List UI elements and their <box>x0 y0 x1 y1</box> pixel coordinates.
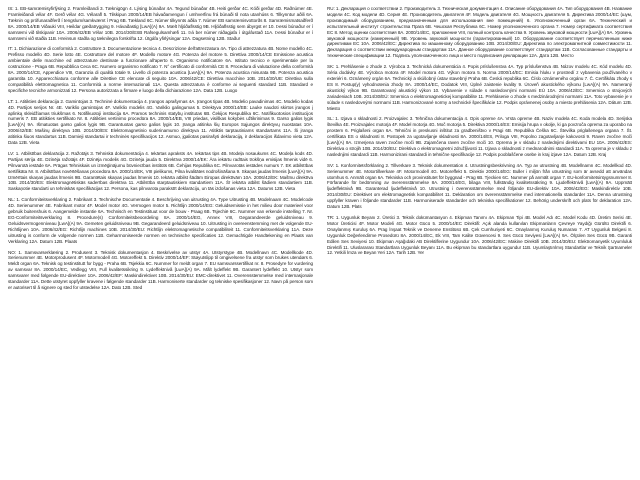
declaration-is: IS: 1. EB-samræmisyfirlýsing 2. Framleiðandi 3. Tæknigögn 4. Lýsing búnaðar 4A. Tegund búnaðar 4B. Heiti gerðar 4C. Kóði gerðar 4D. Raðnúmer 4E. Framleiðandi vélar 4F. Gerð vélar 4G. Vélarafl 5. Tilskipun 2000/14/EB hávaðamengun í umhverfinu frá búnaði til nota utanhúss 6. Tilkynntur aðili 6A. Tæknin og prófunaraðferð í tengslum/samkvæmt í Prag 6B. Tækland 6C. Númer tilkynnts aðila 7. Númer EB samræmisvottorðs 8. Samræmismatsaðferð 8A. 2000/14/EB Viðauki VIII, Heildar gæðatrygging 9. Hávaðastig [LwA](A) 9A. Mælt hljóðaflsstig 9B. Hljóðaflsstig sem ábyrgst er 10. Þessi búnaður er í samræmi við tilskipanir 10A. 2006/42/EB Vélar 10B. 2014/30/ESB Rafsegulsamhæfi 11. Þá ber númer ráðagjafa í útgáfustað 11A. Þessi búnaður er í samræmi við staðla 11B. Hreinsun staðla og tæknilegra forskrifta 12. Útgáfa yfirlýsingar 12A. Dagsetning 12B. Staður <box>8 6 313 41</box>
declaration-sv: SV: 1. Konformitetsförklaring 2. Tillverkare 3. Teknisk dokumentation 4. Utrustningsbeskrivning 4A. Typ av utrustning 4B. Modellnamn 4C. Modellkod 4D. Serienummer 4E. Motortillverkare 4F. Motormodell 4G. Motoreffekt 5. Direktiv 2000/14/EG: Buller i miljön från utrustning som är avsedd att användas utomhus 6. Anmält organ 6A. Tekniska och provinstitutet för byggnad - Prag 6B. Tjeckien 6C. Nummer på anmält organ 7. EU-konformitetsintygsnummer 8. Förfarande för bedömning av överensstämmelse 8A. 2000/14/EG, bilaga VIII, fullständig kvalitetssäkring 9. Ljudeffektnivå [LwA](A) 9A. Uppmätt ljudeffektnivå 9B. Garanterad ljudeffektnivå 10. Utrustning i överensstämmelse med följande EU-direktiv 10A. 2006/42/EG: Maskindirektiv 10B. 2014/30/EU: Direktivet om elektromagnetisk kompatibilitet 11. Deklaration om överensstämmelse med internationella standarder 11A. Denna utrustning uppfyller kraven i följande standarder 11B. Harmoniserade standarder och tekniska specifikationer 12. Behörig underskrift och plats för deklaration 12A. Datum 12B. Plats <box>327 162 632 210</box>
declaration-sl: SL: 1. Izjava o skladnosti 2. Proizvajalec 3. Tehnična dokumentacija 4. Opis opreme 4A. Vrsta opreme 4B. Naziv modela 4C. Koda modela 4D. Serijska številka 4E. Proizvajalec motorja 4F. Model motorja 4G. Moč motorja 5. Direktiva 2000/14/ES: Emisija hrupa v okolje, ki ga povzroča oprema za uporabo na prostem 6. Priglašeni organ 6A. Tehnični in preskusni inštitut za gradbeništvo v Pragi 6B. Republika Češka 6C. Številka priglašenega organa 7. Št. certifikata ES o skladnosti 8. Postopek za ugotavljanje skladnosti 8A. 2000/14/ES, Priloga VIII, Popolno zagotavljanje kakovosti 9. Raven zvočne moči [LwA](A) 9A. Izmerjena raven zvočne moči 9B. Zajamčena raven zvočne moči 10. Oprema je v skladu z naslednjimi direktivami EU 10A. 2006/42/ES: Direktiva o strojih 10B. 2014/30/EU: Direktiva o elektromagnetni združljivosti 11. Izjava o skladnosti z mednarodnimi standardi 11A. Ta oprema je v skladu z naslednjimi standardi 11B. Harmonizirani standardi in tehnične specifikacije 12. Podpis pooblaščene osebe in kraj izjave 12A. Datum 12B. Kraj <box>327 116 632 157</box>
declaration-tr: TR: 1. Uygunluk Beyanı 2. Üretici 3. Teknik dokümantasyon 4. Ekipman Tanımı 4A. Ekipman Tipi 4B. Model Adı 4C. Model Kodu 4D. Üretim Serisi 4E. Motor Üreticisi 4F. Motor Modeli 4G. Motor Gücü 5. 2000/14/EC Direktifi: Açık alanda kullanılan Ekipmanların Çevreye Yaydığı Gürültü Direktifi 6. Onaylanmış Kuruluş 6A. Prag İnşaat Teknik ve Deneme Enstitüsü 6B. Çek Cumhuriyeti 6C. Onaylanmış Kuruluş Numarası 7. AT Uygunluk Belgesi 8. Uygunluk Değerlendirme Prosedürü 8A. 2000/14/EC, Ek VIII, Tam Kalite Güvencesi 9. Ses Gücü Seviyesi [LwA](A) 9A. Ölçülen Ses Gücü 9B. Garanti Edilen Ses Seviyesi 10. Ekipman Aşağıdaki AB Direktiflerine Uygundur 10A. 2006/42/EC: Makine Direktifi 10B. 2014/30/EU: Elektromanyetik Uyumluluk Direktifi 11. Uluslararası Standartlara Uygunluk Beyanı 11A. Bu ekipman bu standartlara uygundur 11B. Uyumlaştırılmış Standartlar ve Teknik Şartnameler 12. Yetkili İmza ve Beyan Yeri 12A. Tarih 12B. Yer <box>327 215 632 256</box>
declaration-ru: RU: 1. Декларация о соответствии 2. Производитель 3. Техническая документация 4. Описание оборудования 4A. Тип оборудования 4B. Название модели 4C. Код модели 4D. Серия 4E. Производитель двигателя 4F. Модель двигателя 4G. Мощность двигателя 5. Директива 2000/14/EC (шум, производимый оборудованием, предназначенным для использования вне помещений) 6. Уполномоченный орган 6A. Технический и испытательный институт строительства Прага 6B. Чешская Республика 6C. Номер уполномоченного органа 7. Номер сертификата соответствия ЕС 8. Метод оценки соответствия 8A. 2000/14/EC, приложение VIII, полный контроль качества 9. Уровень звуковой мощности [LwA](A) 9A. Уровень звуковой мощности (измеренный) 9B. Уровень звуковой мощности (гарантированный) 10. Оборудование соответствует перечисленным ниже директивам ЕС 10A. 2006/42/EC: Директива по машинному оборудованию 10B. 2014/30/ЕU: Директива по электромагнитной совместимости 11. Декларация о соответствии международным стандартам 11A. Данное оборудование соответствует стандартам 11B. Согласованные стандарты и технические спецификации 12. Подпись уполномоченного лица и место подписания декларации 12A. Дата 12B. Место <box>327 6 632 59</box>
left-column <box>8 6 313 480</box>
declaration-it: IT: 1. Dichiarazione di conformità 2. Costruttore 3. Documentazione tecnica 4. Descrizione dell'attrezzatura 4A. Tipo di attrezzatura 4B. Nome modello 4C. Prefisso modello 4D. Serie lotto 4E. Costruttore del motore 4F. Modello motore 4G. Potenza del motore 5. Direttiva 2000/14/CE Emissione acustica ambientale delle macchine ed attrezzature destinate a funzionare all'aperto 6. Organismo notificatore 6A. Istituto tecnico e sperimentale per la costruzione - Praga 6B. Repubblica Ceca 6C. Numero organismo notificato 7. N° certificato di conformità CE 8. Procedura di valutazione della conformità 8A. 2000/14/CE, Appendice VIII, Garanzia di qualità totale 9. Livello di potenza acustica [LwA](A) 9A. Potenza acustica misurata 9B. Potenza acustica garantita 10. Apparecchiatura conforme alle Direttive CE elencate di seguito 10A. 2006/42/CE: Direttiva macchine 10B. 2014/30/UE: Direttiva sulla compatibilità elettromagnetica 11. Conformità a norme internazionali 11A. Questa attrezzatura è conforme ai seguenti standard 11B. Standard e specifiche tecniche armonizzati 12. Persona autorizzata a firmare e luogo della dichiarazione 12A. Data 12B. Luogo <box>8 46 313 93</box>
declaration-lv: LV: 1. Atbilstības deklarācija 2. Ražotājs 3. Tehniskā dokumentācija 4. Iekārtas apraksts 4A. Iekārtas tips 4B. Modeļa nosaukums 4C. Modeļa kods 4D. Partijas sērija 4E. Dzinēja ražotājs 4F. Dzinēja modelis 4G. Dzinēja jauda 5. Direktīva 2000/14/EK: Āra iekārtu radītais trokšņa emisijas līmenis vidē 6. Pilnvarotā iestāde 6A. Prāgas Tehniskais un izmēģinājumu būvniecības institūts 6B. Čehijas Republika 6C. Pilnvarotās iestādes numurs 7. EK atbilstības sertifikāta Nr. 8. Atbilstības novērtēšanas procedūra 8A. 2000/14/EK, VIII pielikums, Pilna kvalitātes nodrošināšana 9. Skaņas jaudas līmenis [LwA](A) 9A. Izmērītais skaņas jaudas līmenis 9B. Garantētais skaņas jaudas līmenis 10. Iekārta atbilst šādām Eiropas direktīvām 10A. 2006/42/EK: Mašīnu direktīva 10B. 2014/30/ES: Elektromagnētiskās saderības direktīva 11. Atbilstība starptautiskiem standartiem 11A. Šī iekārta atbilst šādiem standartiem 11B. Saskaņotie standarti un tehniskās specifikācijas 12. Persona, kas pilnvarota parakstīt deklarāciju, un tās izdošanas vieta 12A. Datums 12B. Vieta <box>8 150 313 192</box>
declaration-nl: NL: 1. Conformiteitsverklaring 2. Fabrikant 3. Technische Documentatie 4. Beschrijving van uitrusting 4A. Type Uitrusting 4B. Modelnaam 4C. Modelcode 4D. Serienummer 4E. Fabrikant motor 4F. Model motor 4G. Vermogen motor 5. Richtlijn 2000/14/EG: Geluidsemissie in het milieu door materieel voor gebruik buitenshuis 6. Aangemelde instantie 6A. Technisch en Testinstituut voor de bouw - Praag 6B. Tsjechië 6C. Nummer van erkende instelling 7. Nr. EG-Conformiteitsverklaring 8. Procedure(s) Conformiteitsbeoordeling 8A. 2000/14/EG, Annex VIII, Gegarandeerde geluidsniveau 9. Geluidsvermogenniveau [LwA](A) 9A. Gemeten geluidsniveau 9B. Gegarandeerd geluidsniveau 10. Uitrusting in overeenstemming met de volgende EU-Richtlijnen 10A. 2006/42/EG: Richtlijn machines 10B. 2014/30/EU: Richtlijn elektromagnetische compatibiliteit 11. Conformiteitsverklaring 11A. Deze uitrusting is conform de volgende normen 11B. Geharmoniseerde normen en technische specificaties 12. Gemachtigde Handtekening en Plaats van Verklaring 12A. Datum 12B. Plaats <box>8 197 313 244</box>
declaration-no: NO: 1. Samsvarserklæring 2. Produsent 3. Teknisk dokumentasjon 4. Beskrivelse av utstyr 4A. Utstyrstype 4B. Modellnavn 4C. Modellkode 4D. Serienummer 4E. Motorprodusent 4F. Motormodell 4G. Motoreffekt 5. Direktiv 2000/14/EF: Støyutslipp til omgivelsene fra utstyr som brukes utendørs 6. Meldt organ 6A. Teknisk og testinstitutt for bygg - Praha 6B. Tsjekkia 6C. Nummer for meldt organ 7. EU samsvarssertifikat nr. 8. Prosedyre for vurdering av samsvar 8A. 2000/14/EC, Vedlegg VIII, Full kvalitetssikring 9. Lydeffektnivå [LwA](A) 9A. Målt lydeffekt 9B. Garantert lydeffekt 10. Utstyr som samsvarer med følgende EU-direktiver 10A. 2006/42/EF: Maskindirektivet 10B. 2014/30/EU: EMC-direktivet 11. Overensstemmelse med internasjonale standarder 11A. Dette utstyret oppfyller kravene i følgende standarder 11B. Harmoniserte standarder og tekniske spesifikasjoner 12. Navn på person som er autorisert til å signere og sted for utstedelse 12A. Dato 12B. Sted <box>8 249 313 290</box>
declaration-lt: LT: 1. Atitikties deklaracija 2. Gamintojas 3. Techninė dokumentacija 4. Įrangos aprašymas 4A. Įrangos tipas 4B. Modelio pavadinimas 4C. Modelio kodas 4D. Partijos serijos Nr. 4E. Variklio gamintojas 4F. Variklio modelis 4G. Variklio galingumas 5. Direktyva 2000/14/EB: Lauke naudoti skirtos įrangos į aplinką skleidžiamas triukšmas 6. Notifikuotoji institucija 6A. Pramos techninis statybų institutas 6B. Čekijos Respublika 6C. Notifikuotosios institucijos numeris 7. EB atitikties sertifikato Nr. 8. Atitikties vertinimo procedūra 8A. 2000/14/EB, VIII priedas, visiškas kokybės užtikrinimas 9. Garso galios lygis [LwA](A) 9A. Išmatuotas garso galios lygis 9B. Garantuotas garso galios lygis 10. Įranga atitinka šių Europos Sąjungos direktyvų nuostatas 10A. 2006/42/EB: Mašinų direktyva 10B. 2014/30/ES: Elektromagnetinio suderinamumo direktyva 11. Atitiktis tarptautiniams standartams 11A. Ši įranga atitinka šiuos standartus 11B. Darnieji standartai ir techninės specifikacijos 12. Asmuo, įgaliotas pasirašyti deklaraciją, ir deklaracijos išdavimo vieta 12A. Data 12B. Vieta <box>8 98 313 146</box>
declaration-sk: SK: 1. Prehlásenie o zhode 2. Výrobca 3. Technická dokumentácia 4. Popis príslušenstva 4A. Typ príslušenstva 4B. Názov modelu 4C. Kód modelu 4D. Séria dodávky 4E. Výrobca motora 4F. Model motora 4G. Výkon motora 5. Norma 2000/14/EC: Emisia hluku v prostredí z vybavenia používaného v exteriéri 6. Oznámený orgán 6A. Technický a skúšobný ústav stavebný Praha 6B. Česká republika 6C. Číslo oznámeného orgánu 7. Č. Certifikátu zhody s ES 8. Postup(y) vyhodnotenia zhody 8A. 2000/14/EC, Dodatok VIII, Úplné zaistenie kvality 9. Úroveň akustického výkonu [LwA](A) 9A. Nameraný akustický výkon 9B. Garantovaný akustický výkon 10. Vybavenie v súlade s nasledovnými normami EÚ 10A. 2006/42/EC: Smernica o strojových zariadeniach 10B. 2014/30/EÚ: Smernica o elektromagnetickej kompatibilite 11. Prehlásenie o zhode s medzinárodnými normami 11A. Toto vybavenie je v súlade s nasledovnými normami 11B. Harmonizované normy a technické špecifikácie 12. Podpis oprávnenej osoby a miesto prehlásenia 12A. Dátum 12B. Miesto <box>327 64 632 111</box>
right-column <box>327 6 632 480</box>
